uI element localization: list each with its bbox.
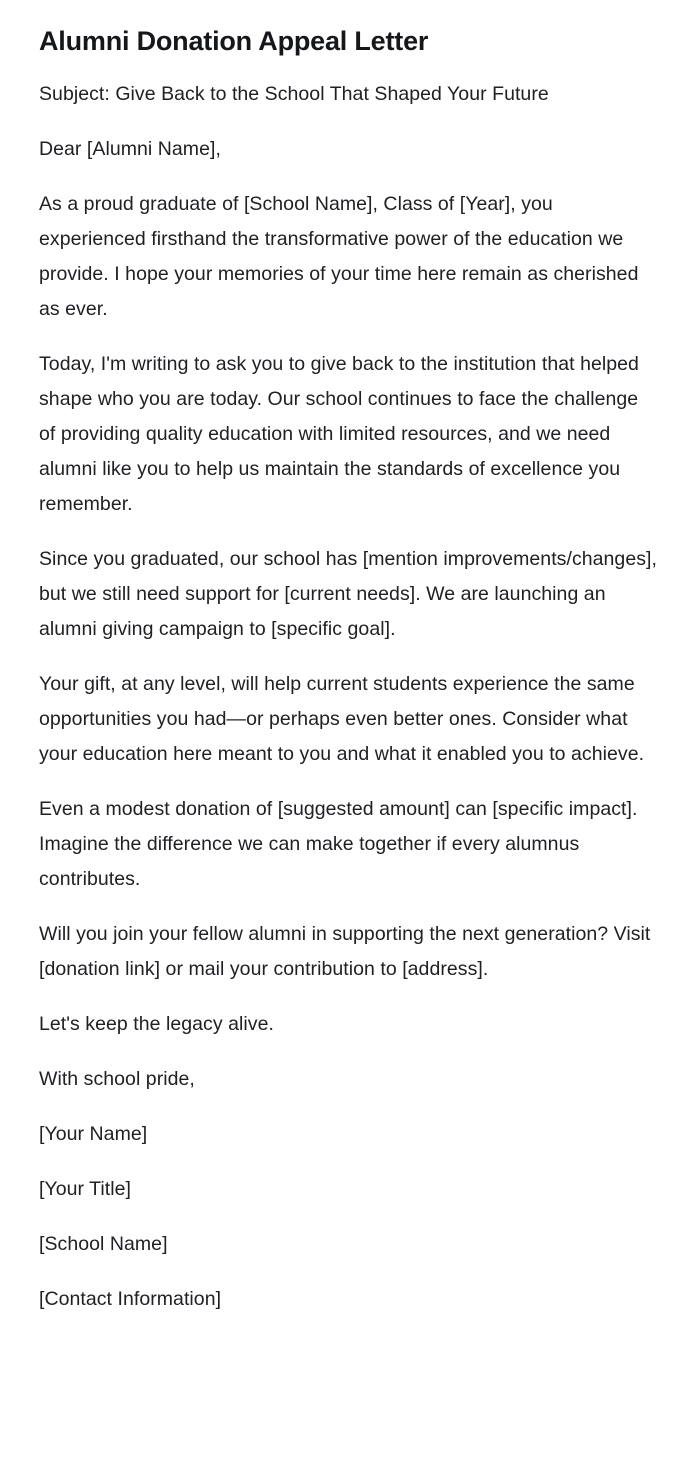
letter-paragraph: With school pride, — [39, 1068, 195, 1090]
letter-body — [39, 58, 660, 1317]
letter-paragraph: Today, I'm writing to ask you to give back to the institution that helped shape who you are today. Our school continues to face the challenge of providing quality education with limited resources, and we need alumni like you to help us maintain the standards of excellence you remember. — [39, 353, 639, 515]
letter-paragraph: [Your Title] — [39, 1178, 132, 1200]
letter-paragraph: As a proud graduate of [School Name], Class of [Year], you experienced firsthand the transformative power of the education we provide. I hope your memories of your time here remain as cherished as ever. — [39, 193, 639, 320]
letter-paragraph: Dear [Alumni Name], — [39, 138, 221, 160]
letter-paragraph: Even a modest donation of [suggested amount] can [specific impact]. Imagine the difference we can make together if every alumnus contributes. — [39, 798, 638, 890]
letter-paragraph: [Your Name] — [39, 1123, 148, 1145]
letter-paragraph: Will you join your fellow alumni in supporting the next generation? Visit [donation link] or mail your contribution to [address]. — [39, 923, 651, 980]
letter-paragraph: Since you graduated, our school has [mention improvements/changes], but we still need support for [current needs]. We are launching an alumni giving campaign to [specific goal]. — [39, 548, 657, 640]
letter-paragraph: [School Name] — [39, 1233, 168, 1255]
letter-paragraph: [Contact Information] — [39, 1288, 222, 1310]
letter-paragraph: Subject: Give Back to the School That Shaped Your Future — [39, 83, 549, 105]
page-title: Alumni Donation Appeal Letter — [39, 26, 429, 56]
letter-paragraph: Let's keep the legacy alive. — [39, 1013, 274, 1035]
letter-paragraph: Your gift, at any level, will help current students experience the same opportunities you had—or perhaps even better ones. Consider what your education here meant to you and what it enabled you to achieve. — [39, 673, 645, 765]
